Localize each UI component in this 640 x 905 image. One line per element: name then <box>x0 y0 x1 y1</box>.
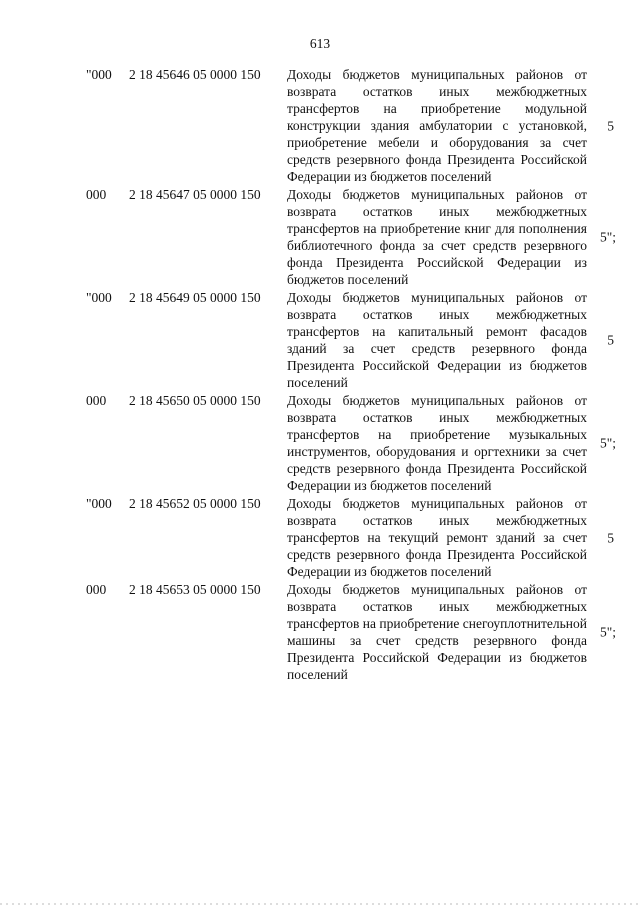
row-description: Доходы бюджетов муниципальных районов от возврата остатков иных межбюджетных трансфертов на капитальный ремонт фасадов зданий за счет средств резервного фонда Президента Российской Федерации из бюджетов поселений <box>287 290 587 390</box>
row-description: Доходы бюджетов муниципальных районов от возврата остатков иных межбюджетных трансфертов на приобретение музыкальных инструментов, оборудования и оргтехники за счет средств резервного фонда Президента Российской Федерации из бюджетов поселений <box>287 393 587 493</box>
row-amount: 5"; <box>599 229 616 245</box>
page-number: 613 <box>309 36 331 51</box>
row-prefix: 000 <box>86 187 107 202</box>
row-amount: 5"; <box>599 435 616 451</box>
row-amount: 5 <box>607 332 614 348</box>
table-row <box>0 66 640 185</box>
table-row <box>0 186 640 288</box>
budget-code: 2 18 45649 05 0000 150 <box>129 290 261 305</box>
row-description: Доходы бюджетов муниципальных районов от возврата остатков иных межбюджетных трансфертов на приобретение книг для пополнения библиотечного фонда за счет средств резервного фонда Президента Российской Федерации из бюджетов поселений <box>287 187 587 287</box>
row-prefix: 000 <box>86 582 107 597</box>
budget-code: 2 18 45652 05 0000 150 <box>129 496 261 511</box>
row-amount: 5 <box>607 530 614 545</box>
budget-code-table <box>0 66 640 684</box>
table-row <box>0 495 640 580</box>
table-row <box>0 392 640 494</box>
table-row <box>0 289 640 391</box>
row-description: Доходы бюджетов муниципальных районов от возврата остатков иных межбюджетных трансфертов на приобретение модульной конструкции здания амбулатории с установкой, приобретение мебели и оборудования за счет средств резервного фонда Президента Российской Федерации из бюджетов поселений <box>287 67 587 184</box>
row-prefix: "000 <box>86 496 112 511</box>
budget-code: 2 18 45653 05 0000 150 <box>129 582 261 597</box>
budget-code: 2 18 45646 05 0000 150 <box>129 67 261 82</box>
row-prefix: "000 <box>86 290 112 305</box>
budget-code: 2 18 45647 05 0000 150 <box>129 187 261 202</box>
row-prefix: 000 <box>86 393 107 408</box>
table-row <box>0 581 640 683</box>
row-description: Доходы бюджетов муниципальных районов от возврата остатков иных межбюджетных трансфертов на текущий ремонт зданий за счет средств резервного фонда Президента Российской Федерации из бюджетов поселений <box>287 496 587 579</box>
row-description: Доходы бюджетов муниципальных районов от возврата остатков иных межбюджетных трансфертов на приобретение снегоуплотнительной машины за счет средств резервного фонда Президента Российской Федерации из бюджетов поселений <box>287 582 587 682</box>
row-amount: 5 <box>607 118 614 133</box>
budget-code: 2 18 45650 05 0000 150 <box>129 393 261 408</box>
row-prefix: "000 <box>86 67 112 82</box>
row-amount: 5"; <box>599 624 616 640</box>
